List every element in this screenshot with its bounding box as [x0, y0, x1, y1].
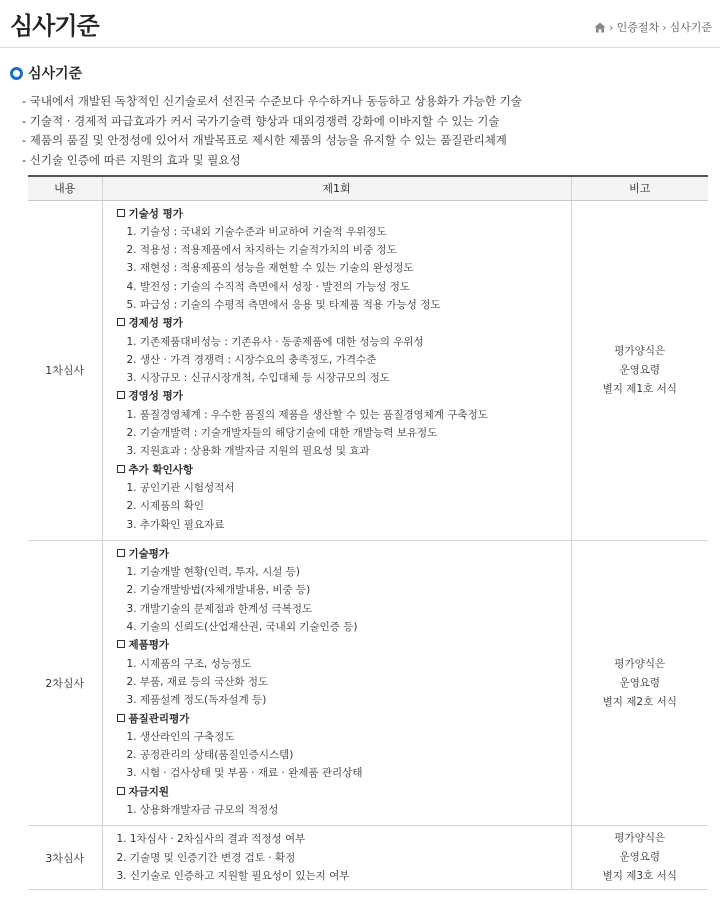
note-line: 평가양식은	[614, 657, 666, 670]
category-heading: 품질관리평가	[117, 710, 571, 728]
square-bullet-icon	[117, 318, 125, 326]
category-heading: 제품평가	[117, 636, 571, 654]
header-round: 제1회	[102, 176, 571, 200]
square-bullet-icon	[117, 391, 125, 399]
page-header	[0, 0, 720, 48]
list-item: 2. 기술개발력 : 기술개발자들의 해당기술에 대한 개발능력 보유정도	[126, 427, 438, 440]
evaluation-table	[28, 175, 708, 890]
table-header-row	[28, 176, 708, 200]
list-item: 2. 기술개발방법(자체개발내용, 비중 등)	[126, 584, 311, 597]
square-bullet-icon	[117, 787, 125, 795]
list-item: 2. 기술명 및 인증기간 변경 검토 · 확정	[116, 851, 296, 864]
content-cell	[102, 540, 571, 825]
section-heading	[10, 63, 82, 83]
table-row	[28, 826, 708, 890]
square-bullet-icon	[117, 549, 125, 557]
list-item: 1. 생산라인의 구축정도	[126, 730, 235, 743]
list-item: 1. 기존제품대비성능 : 기존유사 · 동종제품에 대한 성능의 우위성	[126, 335, 424, 348]
category-heading: 추가 확인사항	[117, 461, 571, 479]
list-item: 3. 시장규모 : 신규시장개척, 수입대체 등 시장규모의 정도	[126, 372, 390, 385]
note-cell	[571, 200, 708, 540]
list-item: 1. 공인기관 시험성적서	[126, 481, 235, 494]
list-item: 4. 기술의 신뢰도(산업재산권, 국내외 기술인증 등)	[126, 621, 358, 634]
criteria-item: - 신기술 인증에 따른 지원의 효과 및 필요성	[22, 152, 241, 167]
breadcrumb	[594, 19, 712, 35]
category-heading: 기술평가	[117, 545, 571, 563]
criteria-item: - 기술적 · 경제적 파급효과가 커서 국가기술력 향상과 대외경쟁력 강화에 이바지할 수 있는 기술	[22, 113, 500, 128]
home-icon[interactable]	[594, 22, 606, 33]
chevron-right-icon: ›	[609, 20, 614, 34]
list-item: 4. 발전성 : 기술의 수직적 측면에서 성장 · 발전의 가능성 정도	[126, 280, 411, 293]
list-item: 3. 지원효과 : 상용화 개발자금 지원의 필요성 및 효과	[126, 445, 370, 458]
note-line: 평가양식은	[614, 344, 666, 357]
list-item: 5. 파급성 : 기술의 수평적 측면에서 응용 및 타제품 적용 가능성 정도	[126, 298, 441, 311]
category-heading: 자금지원	[117, 783, 571, 801]
category-heading: 기술성 평가	[117, 205, 571, 223]
category-heading: 경제성 평가	[117, 314, 571, 332]
note-line: 운영요령	[619, 676, 661, 689]
criteria-list	[22, 92, 522, 170]
note-line: 운영요령	[619, 363, 661, 376]
criteria-item: - 제품의 품질 및 안정성에 있어서 개발목표로 제시한 제품의 성능을 유지할 수 있는 품질관리체계	[22, 133, 507, 147]
list-item: 1. 1차심사 · 2차심사의 결과 적정성 여부	[116, 833, 306, 846]
stage-cell: 2차심사	[28, 540, 102, 825]
list-item: 2. 시제품의 확인	[126, 500, 205, 513]
list-item: 2. 적용성 : 적용제품에서 차지하는 기술적가치의 비중 정도	[126, 244, 397, 257]
note-line: 운영요령	[619, 851, 661, 864]
list-item: 3. 추가확인 필요자료	[126, 518, 225, 531]
header-content: 내용	[28, 176, 102, 200]
list-item: 3. 시험 · 검사상태 및 부품 · 재료 · 완제품 관리상태	[126, 767, 363, 780]
content-cell	[102, 200, 571, 540]
list-item: 1. 기술성 : 국내외 기술수준과 비교하여 기술적 우위정도	[126, 225, 387, 238]
note-line: 별지 제3호 서식	[602, 870, 677, 883]
note-cell	[571, 540, 708, 825]
list-item: 2. 부품, 재료 등의 국산화 정도	[126, 675, 269, 688]
category-heading: 경영성 평가	[117, 387, 571, 405]
stage-cell: 1차심사	[28, 200, 102, 540]
square-bullet-icon	[117, 640, 125, 648]
list-item: 1. 품질경영체계 : 우수한 품질의 제품을 생산할 수 있는 품질경영체계 구축정도	[126, 408, 488, 421]
breadcrumb-item-process[interactable]: 인증절차	[616, 21, 660, 34]
square-bullet-icon	[117, 209, 125, 217]
square-bullet-icon	[117, 714, 125, 722]
stage-cell: 3차심사	[28, 826, 102, 890]
list-item: 2. 생산 · 가격 경쟁력 : 시장수요의 충족정도, 가격수준	[126, 353, 377, 366]
header-note: 비고	[571, 176, 708, 200]
list-item: 2. 공정관리의 상태(품질인증시스템)	[126, 749, 294, 762]
section-title: 심사기준	[28, 66, 83, 82]
list-item: 1. 기술개발 현황(인력, 투자, 시설 등)	[126, 566, 300, 579]
content-cell	[102, 826, 571, 890]
note-line: 평가양식은	[614, 832, 666, 845]
list-item: 3. 개발기술의 문제점과 한계성 극복정도	[126, 602, 313, 615]
note-cell	[571, 826, 708, 890]
list-item: 3. 제품설계 정도(독자설계 등)	[126, 694, 267, 707]
breadcrumb-item-current[interactable]: 심사기준	[669, 21, 712, 34]
list-item: 3. 재현성 : 적용제품의 성능을 재현할 수 있는 기술의 완성정도	[126, 262, 414, 275]
criteria-item: - 국내에서 개발된 독창적인 신기술로서 선진국 수준보다 우수하거나 동등하고 상용화가 가능한 기술	[22, 94, 522, 108]
bullet-circle-icon	[10, 67, 23, 80]
list-item: 3. 신기술로 인증하고 지원할 필요성이 있는지 여부	[116, 869, 350, 882]
table-row	[28, 200, 708, 540]
list-item: 1. 상용화개발자금 규모의 적정성	[126, 804, 279, 816]
square-bullet-icon	[117, 465, 125, 473]
page-title: 심사기준	[10, 12, 99, 40]
chevron-right-icon: ›	[662, 20, 667, 34]
note-line: 별지 제2호 서식	[602, 695, 677, 708]
note-line: 별지 제1호 서식	[602, 382, 677, 395]
table-row	[28, 540, 708, 825]
list-item: 1. 시제품의 구조, 성능정도	[126, 657, 252, 670]
